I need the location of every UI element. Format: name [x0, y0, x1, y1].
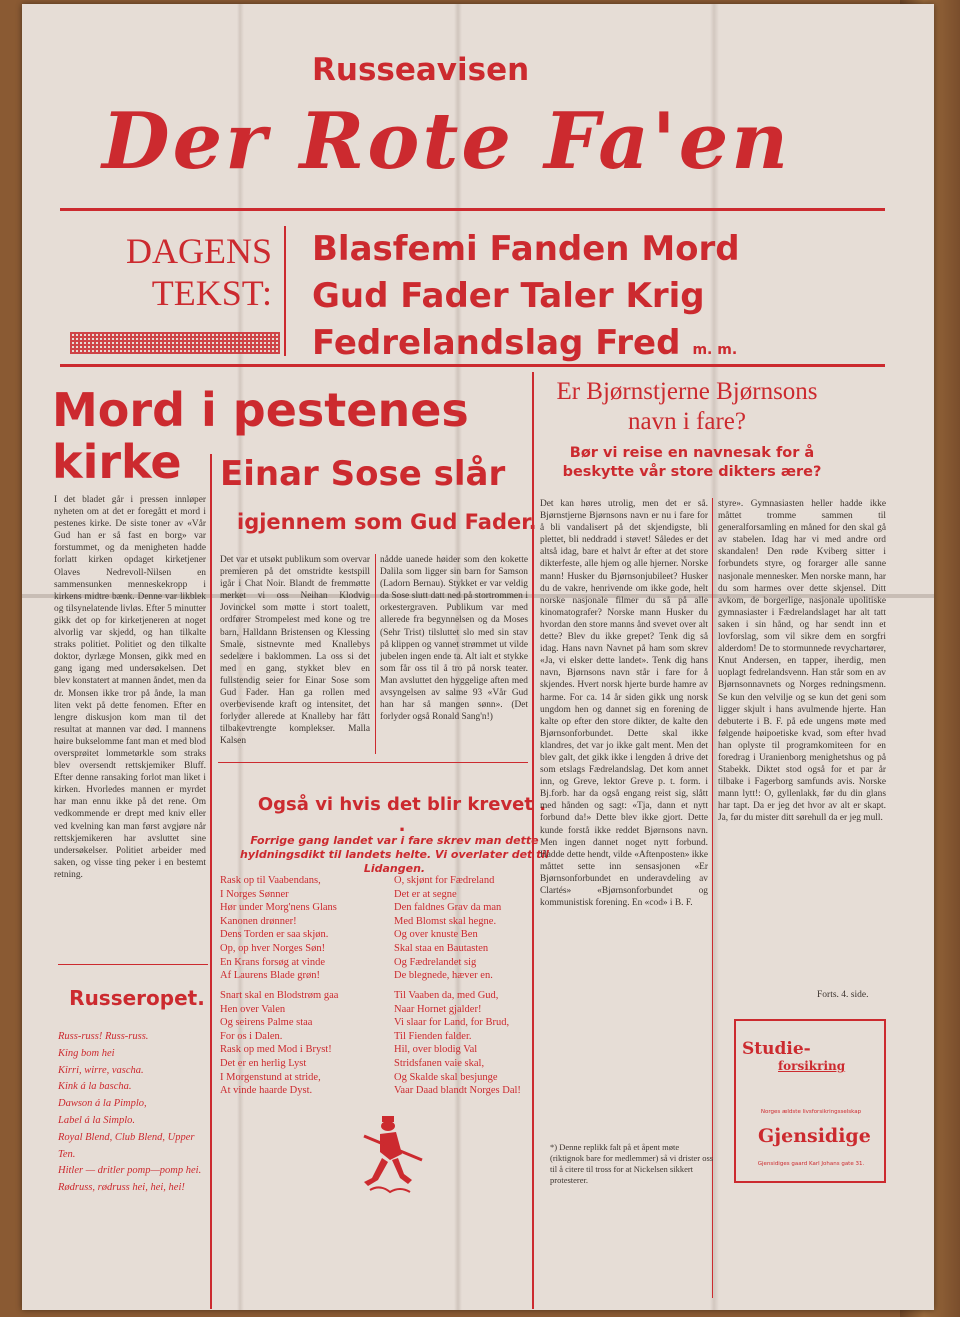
- bjorn-body-right-text: styre». Gymnasiasten heller hadde ikke måttet tromme sammen til generalforsamling en måned for den skal gå av stabelen. Idag har vi med andre ord skandalen! Den røde Kviberg sitter i forbundets styre, og forarger alle sanne nasjonale mennesker. Men norske mann, har du som harmes over dette skjensel. Ditt avkom, de borgerlige, nasjonale upolitiske gymnasiaster i Fædrelandslaget har alt tatt saken i sin hånd, og har sendt inn et lovforslag, som vil sikre dem en sorgfri alderdom! De to stormunnede revychartører, Knut Andersen, en tapper, iherdig, men uoplagt fedrelandsvenn. Han står som en av Bjørnsonnavnets og Norges redningsmenn. Se kun den velvilje og se kun det geni som ligger skjult i hans avulmende hjerte. Han debuterte i B. F. på ede ungens møte med følgende høipoetiske kvad, som efter hvad han oplyste til programkomiteen for en foredrag i Uranienborg menighetshus og på Stabekk. Diktet stod også for et par år tilbake i Fagerborg samfunds avis. Norske mann lytt!: O, gyllenlakk, før du din glans har tapt. Da er jeg det hvor av alt er skapt. Ja, før du mister ditt sørehull da er jeg mull.: [718, 499, 886, 824]
- poem-col-2b: [394, 989, 534, 1098]
- ad-line-2: forsikring: [778, 1059, 846, 1073]
- einar-body-col1: [220, 554, 370, 754]
- poem-line: Snart skal en Blodstrøm gaa: [220, 990, 339, 1001]
- russeropet-line: Dawson á la Pimplo,: [58, 1098, 147, 1110]
- ad-small-2: Gjensidiges gaard Karl Johans gate 31.: [757, 1161, 865, 1167]
- ad-line-1: [742, 1039, 845, 1073]
- column-divider-1: [210, 454, 212, 1309]
- poem-line: Det er en herlig Lyst: [220, 1057, 307, 1069]
- poem-line: Kanonen drønner!: [220, 915, 297, 927]
- poem-line: Dens Torden er saa skjøn.: [220, 929, 329, 941]
- einar-col-divider: [375, 554, 376, 754]
- poem-line: Hil, over blodig Val: [394, 1044, 478, 1056]
- poem-line: Stridsfanen vaie skal,: [394, 1057, 485, 1069]
- einar-body-text-2: nådde uanede høider som den kokette Dalila som ligger sin barn for Samson (Ladorn Bernau). Stykket er var veldig da Sose slutt datt ned på stortrommen i orkestergraven. Publikum var med allerede fra begynnelsen og da Moses (Sehr Trist) tilsluttet slo med sin stav på klippen og vannet strømmet ut vilde jubelen ingen ende ta. Alt ialt et stykke som får oss til å tro på norsk teater. Man avsluttet den hyggelige aften med avsyngelsen av salme 93 «Vår Gud han har så mangen sønn». (Det forlyder også Ronald Sang'n!): [380, 555, 528, 723]
- poem-line: Skal staa en Bautasten: [394, 942, 489, 954]
- dagens-divider: [284, 226, 286, 356]
- mord-body: [54, 494, 206, 954]
- einar-body-col2: [380, 554, 528, 754]
- ad-small-1: Norges ældste livsforsikringsselskap: [760, 1109, 862, 1115]
- russeropet-line: Kink á la bascha.: [58, 1081, 132, 1093]
- poem-line: Hør under Morg'nens Glans: [220, 902, 337, 914]
- einar-subheadline: igjennem som Gud Fader.: [237, 510, 537, 534]
- poem-line: Til Vaaben da, med Gud,: [394, 990, 499, 1001]
- poem-line: Og seirens Palme staa: [220, 1017, 313, 1029]
- russeropet-line: Royal Blend, Club Blend, Upper: [58, 1131, 195, 1143]
- poem-line: Til Fienden falder.: [394, 1030, 472, 1042]
- bjorn-body-right: [718, 498, 886, 984]
- russeropet-lines: [58, 1029, 210, 1197]
- poem-line: Og over knuste Ben: [394, 929, 478, 941]
- poem-line: Naar Hornet gjalder!: [394, 1003, 482, 1015]
- einar-body-text-1: Det var et utsøkt publikum som overvar premieren på det omstridte kestspill igår i Chat Noir. Blandt de fremmøtte merket vi oss Neihan Klodvig Jovinckel som møtte i stort toalett, ordfører Strompelest med kone og tre barn, Halldann Bristensen og Klessing Smale, sistnevnte med Knallebys sedelære i baklommen. La oss si det med en gang, stykket blev en fullstendig seier for Einar Sose som Gud Fader. Han ga rollen med overbevisende kraft og intensitet, det forlyder allerede at Knalleby har fått tilbakevtrengte komplekser. Malla Kalsen: [220, 555, 370, 747]
- poem-line: O, skjønt for Fædreland: [394, 875, 495, 886]
- words-line-2: Gud Fader Taler Krig: [312, 276, 705, 316]
- poem-line: En Krans forsøg at vinde: [220, 956, 325, 968]
- newspaper-page: [22, 4, 934, 1310]
- mord-body-text: I det bladet går i pressen innløper nyheten om at det er foregått et mord i pestenes kirke. De siste toner av «Vår Gud han er så fast en borg» var forstummet, og da menigheten hadde forlatt kirken opdaget kirketjener Olaves Nedrevoll-Nilsen en sammensunken menneskekropp i kirkens midtre bænk. Denne var likblek og tilsynelatende livløs. Efter 5 minutter gikk det op for kirketjeneren at noget alvorlig var skjedd, og han tilkalte straks politiet. Politiet og den tilkalte doktor, dyrlæge Monsen, gikk med en gang igang med undersøkelsen. Det blev konstatert at mannen åndet, men da dr. Monsen ikke tror på ånde, la man liten vekt på dette fenomen. Efter en lengre diskusjon kom man til det resultat at mannen var død. I mannens høire bukselomme fant man et med blod oversprøitet lommetørkle som straks blev oversendt rettskjemiker Bluff. Efter denne ransaking forlot man liket i kirken. Hvorledes mannen er myrdet har man ennu ikke på det rene. Om vedkommende er drept med kniv eller ved kvelning kan man først avgjøre når rettskjemikeren har avsluttet sine undersøkelser. Politiet arbeider med saken, og visse ting peker i en bestemt retning.: [54, 495, 206, 880]
- poem-line: De blegnede, hæver en.: [394, 970, 493, 982]
- russeropet-line: Hitler — dritler pomp—pomp hei.: [58, 1165, 202, 1177]
- masthead-rule: [60, 208, 885, 211]
- poem-headline: Også vi hvis det blir krevet . .: [257, 794, 547, 836]
- words-line-1: Blasfemi Fanden Mord: [312, 229, 740, 269]
- einar-headline: Einar Sose slår: [220, 454, 506, 494]
- tekst-label: TEKST:: [151, 273, 272, 313]
- ad-company: Gjensidige: [758, 1125, 871, 1147]
- poem-col-1a: [220, 874, 380, 983]
- poem-line: For os i Dalen.: [220, 1030, 283, 1042]
- poem-line: Det er at segne: [394, 888, 457, 900]
- poem-line: Rask op til Vaabendans,: [220, 875, 321, 886]
- dagens-label: DAGENS: [125, 231, 272, 271]
- poem-col-1b: [220, 989, 380, 1098]
- poem-line: Vi slaar for Land, for Brud,: [394, 1017, 510, 1029]
- poem-line: Med Blomst skal hegne.: [394, 915, 497, 927]
- russeropet-line: King bom hei: [58, 1047, 115, 1059]
- poem-intro: Forrige gang landet var i fare skrev man dette hyldningsdikt til landets helte. Vi overlater det til Lidangen.: [240, 834, 549, 875]
- bjorn-body-left-text: Det kan høres utrolig, men det er så. Bjørnstjerne Bjørnsons navn er nu i fare for å bli vandalisert på det skjendigste, bli plettet, bli neddradd i støvet! Således er det altså idag, bare et halvt år efter at det store dikterfeste, alle hjem og alle hjerner. Norske mann! Husker du Bjørnsonjubileet? Husker du de vakre, henrivende om ikke gode, helt norske nasjonale filmer du så på alle kinomatografer? Norske mann Husker du hvordan den store manns ånd svevet over alt dette? Blev du ikke grepet? Tenk dig så idag. Hans navn Navnet på ham som skrev «Ja, vi elsker dette landet». Tenk dig hans navn, Bjørnsons navn står i fare for å skjendes. Hvert norsk hjerte burde hamre av harme. For ca. 14 år siden gikk ung norsk ungdom hen og dannet sig en forening de kalte op efter den store dikter, de kalte den Bjørnsonforbundet. Dette skal ikke klandres, det var jo ikke galt ment. Men det blev galt, det gikk ikke i lengden å drive det som etslags Fædrelandslag. Det kom annet inn, og Greve, lektor Greve p. t. form. i Bj.forb. har da også engang reist sig, slått med hånden og sagt: «Tja, dann et nytt forbund da!» Dette blev ikke gjort. Dette kunde forstå ikke reddet Bjørnsons navn. Men ingen dannet noget nytt forbund. Hadde dette hendt, vilde «Aftenposten» ikke måttet sette inn sensasjonen «Er Bjørnsonforbundet en underavdeling av Clartés» «Bjørnsonforbundet og kommunistisk forening. En «cod» i B. F.: [540, 499, 708, 909]
- russeropet-line: Russ-russ! Russ-russ.: [58, 1031, 149, 1042]
- headline-box-rule: [60, 364, 885, 367]
- poem-line: At vinde haarde Dyst.: [220, 1085, 313, 1097]
- running-man-with-rifle-icon: [350, 1112, 432, 1196]
- poem-line: Rask op med Mod i Bryst!: [220, 1044, 332, 1056]
- russeropet-line: Kirri, wirre, vascha.: [58, 1064, 144, 1076]
- masthead-title: Der Rote Fa'en: [102, 96, 792, 187]
- mord-headline-line-1: Mord i pestenes: [52, 383, 469, 437]
- einar-end-rule: [218, 762, 528, 763]
- mord-end-rule: [58, 964, 208, 965]
- russeropet-line: Label á la Simplo.: [58, 1114, 136, 1126]
- mord-headline-line-2: kirke: [52, 435, 182, 489]
- ad-line-1-text: Studie-: [742, 1039, 811, 1059]
- bjorn-footnote: *) Denne replikk falt på et åpent møte (riktignok bare for medlemmer) så vi drister oss til å citere til tross for at Nickelsen sikkert protesterer.: [550, 1142, 714, 1185]
- poem-line: Vaar Daad blandt Norges Dal!: [394, 1085, 521, 1097]
- gjensidige-advert: [734, 1019, 886, 1183]
- bjorn-subheadline: Bør vi reise en navnesak for å beskytte vår store dikters ære?: [562, 445, 822, 480]
- dagens-words: [312, 226, 740, 374]
- words-line-3-text: Fedrelandslag Fred: [312, 323, 681, 363]
- poem-line: Og Skalde skal besjunge: [394, 1071, 498, 1083]
- masthead-subtitle: Russeavisen: [312, 52, 530, 88]
- poem-line: I Norges Sønner: [220, 888, 289, 900]
- mm-label: m. m.: [692, 342, 738, 358]
- poem-line: Op, op hver Norges Søn!: [220, 942, 326, 954]
- russeropet-line: Ten.: [58, 1148, 76, 1160]
- bjorn-headline: Er Bjørnstjerne Bjørnsons navn i fare?: [556, 378, 818, 435]
- poem-line: Den faldnes Grav da man: [394, 902, 502, 914]
- russeropet-title: Russeropet.: [69, 986, 205, 1010]
- bjorn-body-left: [540, 498, 708, 1134]
- dagens-tekst-label: [62, 230, 272, 314]
- continued-note: Forts. 4. side.: [817, 990, 869, 1000]
- poem-col-2a: [394, 874, 534, 983]
- russeropet-line: Rødruss, rødruss hei, hei, hei!: [58, 1182, 185, 1194]
- checker-ornament: [70, 332, 280, 354]
- poem-line: Og Fædrelandet sig: [394, 956, 477, 968]
- poem-line: Af Laurens Blade grøn!: [220, 970, 321, 982]
- poem-line: Hen over Valen: [220, 1003, 286, 1015]
- poem-line: I Morgenstund at stride,: [220, 1071, 321, 1083]
